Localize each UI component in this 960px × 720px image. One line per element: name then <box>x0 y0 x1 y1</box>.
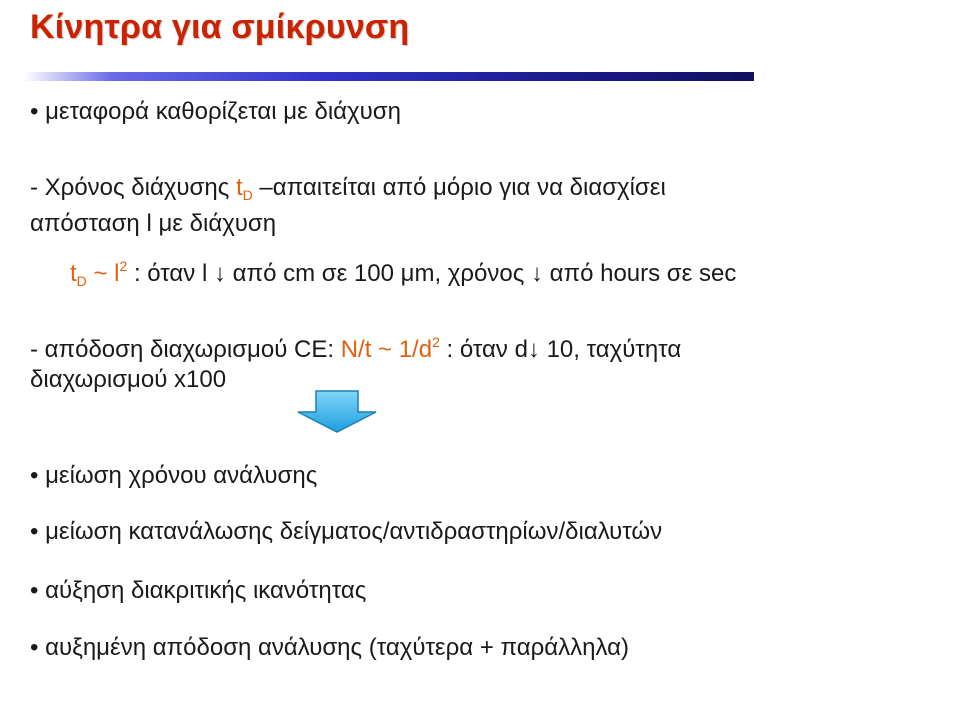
bullet-item: • μείωση κατανάλωσης δείγματος/αντιδραστηρίων/διαλυτών <box>30 518 663 545</box>
diffusion-time-suffix: –απαιτείται από μόριο για να διασχίσει <box>252 174 666 201</box>
relation-text: : όταν l ↓ από cm σε 100 μm, χρόνος ↓ από hours σε sec <box>127 260 737 287</box>
td-symbol: $t_D$ <box>235 174 253 203</box>
relation-line <box>70 251 736 296</box>
ce-suffix: : όταν d↓ 10, ταχύτητα <box>439 336 682 363</box>
bullet-diffusion: • μεταφορά καθορίζεται με διάχυση <box>30 98 401 125</box>
title-underline-bar <box>24 72 754 81</box>
ce-efficiency-line <box>30 327 681 365</box>
ce-prefix: - απόδοση διαχωρισμού CE: <box>30 336 341 363</box>
relation-formula: $t_D$ ~ $l^2$ <box>70 258 128 289</box>
down-arrow-icon <box>296 390 378 434</box>
diffusion-time-prefix: - Χρόνος διάχυσης <box>30 174 236 201</box>
diffusion-time-line-2: απόσταση l με διάχυση <box>30 210 277 237</box>
td-subscript: D <box>242 187 253 203</box>
diffusion-time-line <box>30 173 666 210</box>
bullet-item: • αυξημένη απόδοση ανάλυσης (ταχύτερα + παράλληλα) <box>30 634 629 661</box>
slide-title: Κίνητρα για σμίκρυνση <box>30 8 410 46</box>
relation-subscript: D <box>76 273 87 289</box>
bullet-item: • μείωση χρόνου ανάλυσης <box>30 462 318 489</box>
ce-superscript: 2 <box>432 334 440 350</box>
ce-formula: N/t ~ $1/d^2$ <box>340 334 440 363</box>
bullet-item: • αύξηση διακριτικής ικανότητας <box>30 577 367 604</box>
relation-superscript: 2 <box>119 258 128 274</box>
ce-efficiency-line-2: διαχωρισμού x100 <box>30 366 227 393</box>
